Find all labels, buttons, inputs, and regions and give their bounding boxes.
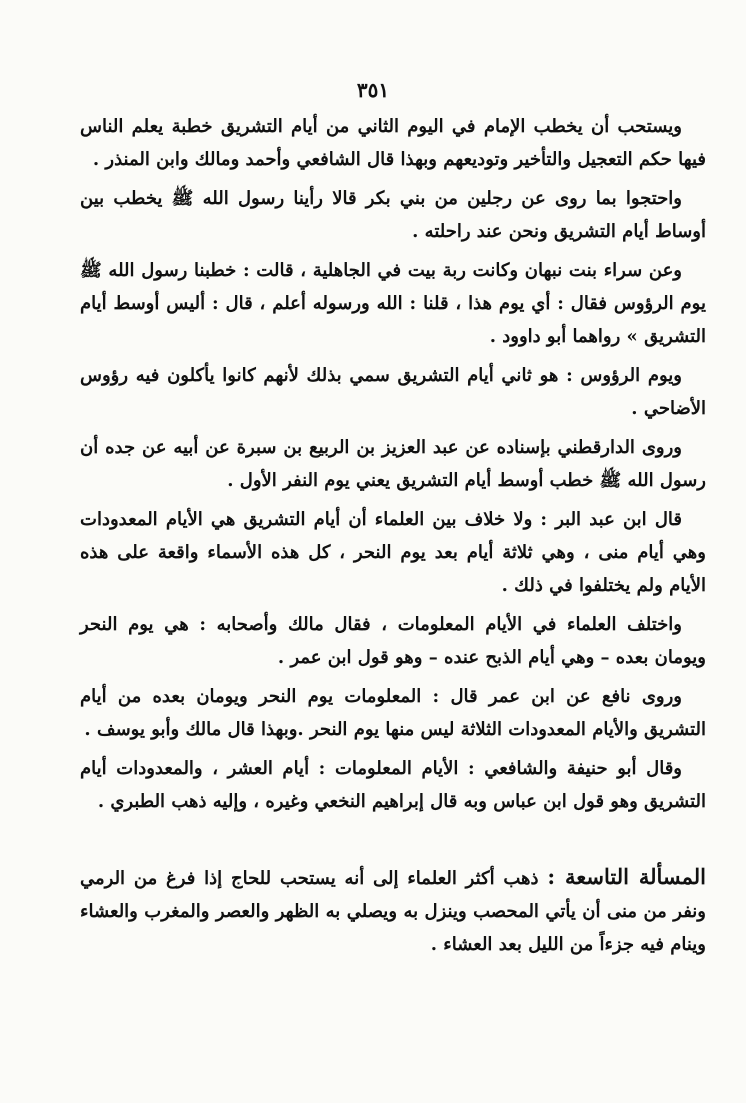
paragraph-7: واختلف العلماء في الأيام المعلومات ، فقال مالك وأصحابه : هي يوم النحر ويومان بعده – وهي أيام الذبح عنده – وهو قول ابن عمر .: [80, 614, 706, 668]
page-body: [80, 110, 706, 967]
section-gap: [80, 824, 706, 860]
paragraph-9: وقال أبو حنيفة والشافعي : الأيام المعلومات : أيام العشر ، والمعدودات أيام التشريق وهو قول ابن عباس وبه قال إبراهيم النخعي وغيره ، وإليه ذهب الطبري .: [80, 758, 706, 812]
page-number: ٣٥١: [356, 78, 390, 102]
section-paragraph: [80, 860, 706, 961]
paragraph-4: ويوم الرؤوس : هو ثاني أيام التشريق سمي بذلك لأنهم كانوا يأكلون فيه رؤوس الأضاحي .: [80, 365, 706, 419]
paragraph-3: وعن سراء بنت نبهان وكانت ربة بيت في الجاهلية ، قالت : خطبنا رسول الله ﷺ يوم الرؤوس فقال : أي يوم هذا ، قلنا : الله ورسوله أعلم ، قال : أليس أوسط أيام التشريق » رواهما أبو داوود .: [80, 260, 706, 347]
paragraph-6: قال ابن عبد البر : ولا خلاف بين العلماء أن أيام التشريق هي الأيام المعدودات وهي أيام منى ، وهي ثلاثة أيام بعد يوم النحر ، كل هذه الأسماء واقعة على هذه الأيام ولم يختلفوا في ذلك .: [80, 509, 706, 596]
paragraph-8: وروى نافع عن ابن عمر قال : المعلومات يوم النحر ويومان بعده من أيام التشريق والأيام المعدودات الثلاثة ليس منها يوم النحر .وبهذا قال مالك وأبو يوسف .: [80, 686, 706, 740]
section-text: ذهب أكثر العلماء إلى أنه يستحب للحاج إذا فرغ من الرمي ونفر من منى أن يأتي المحصب وينزل به ويصلي به الظهر والعصر والمغرب والعشاء وينام فيه جزءاً من الليل بعد العشاء .: [80, 868, 706, 955]
paragraph-5: وروى الدارقطني بإسناده عن عبد العزيز بن الربيع بن سبرة عن أبيه عن جده أن رسول الله ﷺ خطب أوسط أيام التشريق يعني يوم النفر الأول .: [80, 437, 706, 491]
section-heading: المسألة التاسعة :: [547, 864, 706, 889]
paragraph-2: واحتجوا بما روى عن رجلين من بني بكر قالا رأينا رسول الله ﷺ يخطب بين أوساط أيام التشريق ونحن عند راحلته .: [80, 188, 706, 242]
paragraph-1: ويستحب أن يخطب الإمام في اليوم الثاني من أيام التشريق خطبة يعلم الناس فيها حكم التعجيل والتأخير وتوديعهم وبهذا قال الشافعي وأحمد ومالك وابن المنذر .: [80, 116, 706, 170]
